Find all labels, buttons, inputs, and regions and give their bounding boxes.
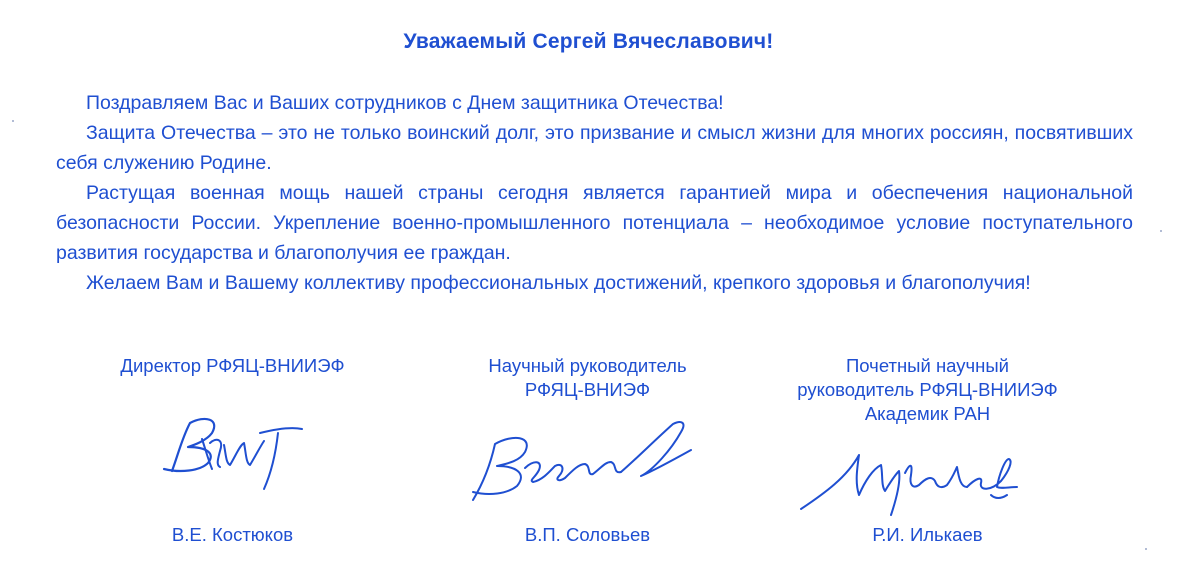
letter-greeting: Уважаемый Сергей Вячеславович! (403, 30, 774, 53)
signatory-2-title-line-2: РФЯЦ-ВНИЭФ (524, 379, 651, 400)
signatory-3-name: Р.И. Илькаев (872, 524, 983, 545)
signatory-3-title (755, 354, 1100, 426)
signatory-1-title (60, 354, 405, 378)
scan-speck (1145, 548, 1147, 550)
scan-speck (1160, 230, 1162, 232)
signatory-2-title-line-1: Научный руководитель (488, 355, 687, 376)
paragraph-congratulation: Поздравляем Вас и Ваших сотрудников с Днем защитника Отечества! (86, 92, 724, 114)
signatory-1-signature (150, 393, 310, 493)
paragraph-duty: Защита Отечества – это не только воинский долг, это призвание и смысл жизни для многих россиян, посвятивших себя служению Родине. (56, 122, 1133, 174)
signatory-3-title-line-3: Академик РАН (864, 403, 991, 424)
paragraph-military-power: Растущая военная мощь нашей страны сегодня является гарантией мира и обеспечения национальной безопасности России. Укрепление военно-промышленного потенциала – необходимое условие поступательного развития государства и благополучия ее граждан. (56, 182, 1133, 264)
signatory-3-title-line-2: руководитель РФЯЦ-ВНИИЭФ (797, 379, 1058, 400)
signatory-3-title-line-1: Почетный научный (846, 355, 1009, 376)
signatory-1-title-line-1: Директор РФЯЦ-ВНИИЭФ (120, 355, 345, 376)
signatory-2-signature (455, 410, 705, 510)
scan-speck (12, 120, 14, 122)
letter-body (56, 88, 1133, 298)
paragraph-wishes: Желаем Вам и Вашему коллективу профессиональных достижений, крепкого здоровья и благополучия! (86, 272, 1031, 294)
signatory-2-title (415, 354, 760, 402)
signatory-1-name: В.Е. Костюков (171, 524, 294, 545)
signatory-2-name: В.П. Соловьев (524, 524, 651, 545)
signatory-3-signature (795, 425, 1035, 520)
